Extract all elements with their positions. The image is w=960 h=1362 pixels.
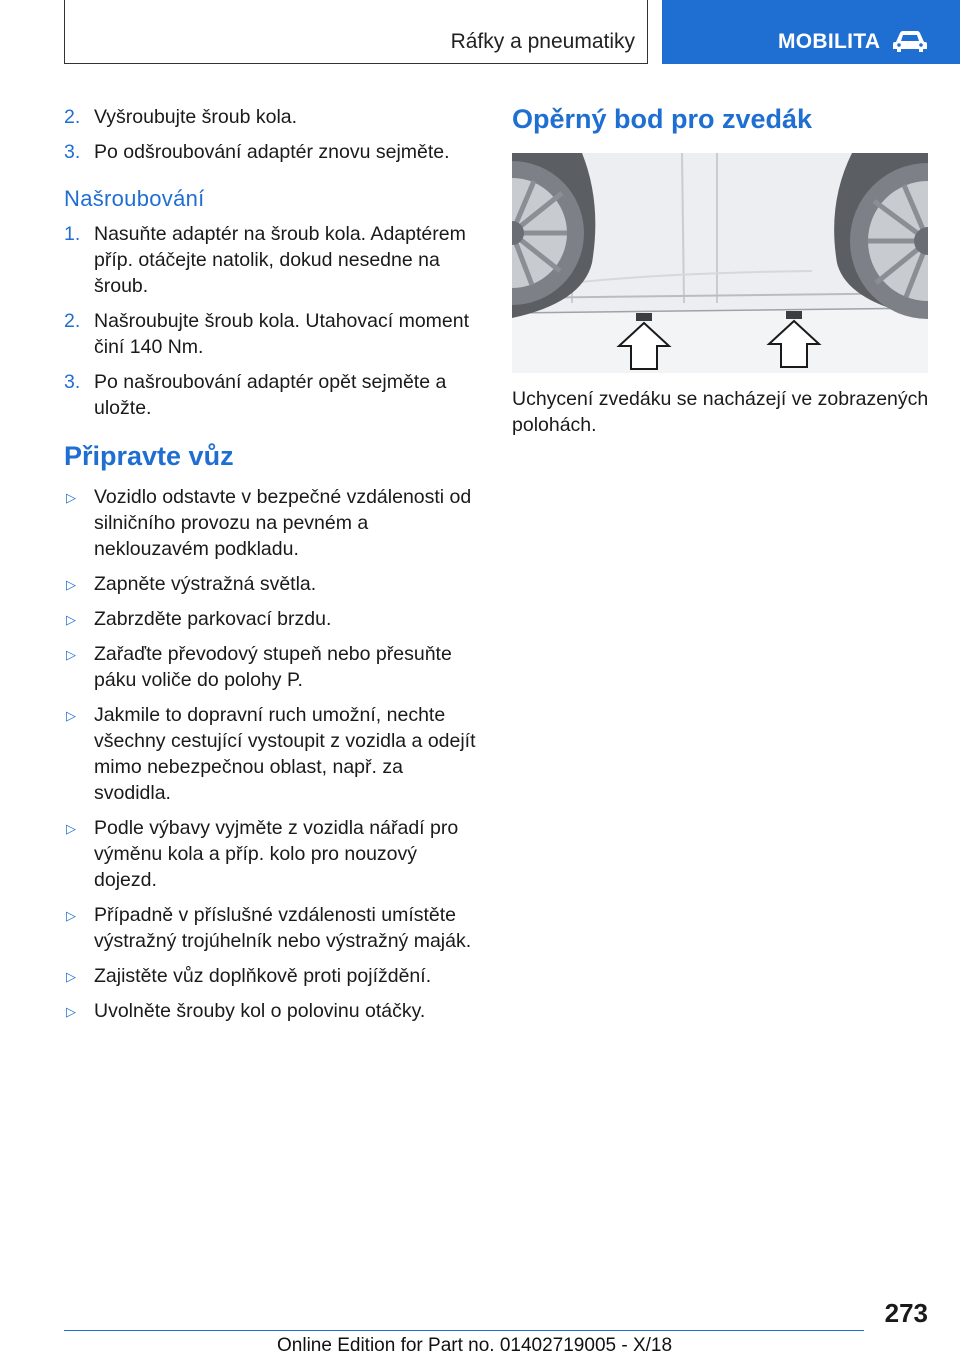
- chapter-title: MOBILITA: [778, 30, 881, 53]
- step-text: Vyšroubujte šroub kola.: [94, 106, 298, 128]
- step-text: Po odšroubování adaptér znovu sejměte.: [94, 141, 450, 163]
- list-item: [64, 139, 484, 165]
- bullet-text: Uvolněte šrouby kol o polovinu otáčky.: [94, 1000, 426, 1022]
- bullet-text: Podle výbavy vyjměte z vozidla nářadí pro výměnu kola a příp. kolo pro nouzový dojezd.: [94, 817, 459, 891]
- jack-point-illustration: [512, 153, 928, 373]
- bullet-triangle-icon: ▷: [66, 490, 76, 505]
- step-number: 2.: [64, 106, 81, 128]
- footer-divider: [64, 1330, 864, 1331]
- bullet-text: Případně v příslušné vzdálenosti umístěte výstražný trojúhelník nebo výstražný maják.: [94, 904, 472, 952]
- bullet-text: Jakmile to dopravní ruch umožní, nechte všechny cestující vystoupit z vozidla a odejít mimo nebezpečnou oblast, např. za svodidla.: [94, 704, 476, 804]
- bullet-text: Zařaďte převodový stupeň nebo přesuňte páku voliče do polohy P.: [94, 643, 452, 691]
- bullet-triangle-icon: ▷: [66, 821, 76, 836]
- step-text: Nasuňte adaptér na šroub kola. Adaptérem příp. otáčejte natolik, dokud nesedne na šroub.: [94, 223, 466, 297]
- page-number: 273: [884, 1298, 928, 1328]
- subheading-screwing: Našroubování: [64, 186, 205, 211]
- chapter-tab: [662, 0, 960, 64]
- bullet-triangle-icon: ▷: [66, 908, 76, 923]
- list-item: [64, 606, 484, 632]
- bullet-text: Zabrzděte parkovací brzdu.: [94, 608, 332, 630]
- preparation-bullets: [64, 484, 484, 1024]
- list-item: [64, 963, 484, 989]
- section-title: Ráfky a pneumatiky: [450, 30, 635, 53]
- bullet-triangle-icon: ▷: [66, 612, 76, 627]
- steps-list-removal: [64, 104, 484, 165]
- bullet-text: Vozidlo odstavte v bezpečné vzdálenosti od silničního provozu na pevném a neklouzavém podkladu.: [94, 486, 472, 560]
- list-item: [64, 902, 484, 954]
- section-heading-jack-point: Opěrný bod pro zvedák: [512, 104, 813, 134]
- list-item: [64, 815, 484, 893]
- bullet-text: Zapněte výstražná světla.: [94, 573, 317, 595]
- list-item: [64, 308, 484, 360]
- step-number: 1.: [64, 223, 81, 245]
- list-item: [64, 484, 484, 562]
- step-text: Našroubujte šroub kola. Utahovací moment činí 140 Nm.: [94, 310, 470, 358]
- steps-list-screwing: [64, 221, 484, 421]
- bullet-triangle-icon: ▷: [66, 577, 76, 592]
- footer-edition: Online Edition for Part no. 01402719005 - X/18: [277, 1335, 673, 1356]
- list-item: [64, 104, 484, 130]
- step-number: 3.: [64, 141, 81, 163]
- list-item: [64, 641, 484, 693]
- figure-caption: Uchycení zvedáku se nacházejí ve zobrazených polohách.: [512, 388, 929, 436]
- step-text: Po našroubování adaptér opět sejměte a uložte.: [94, 371, 447, 419]
- list-item: [64, 998, 484, 1024]
- bullet-triangle-icon: ▷: [66, 1004, 76, 1019]
- list-item: [64, 369, 484, 421]
- bullet-triangle-icon: ▷: [66, 708, 76, 723]
- car-side-drawing: [512, 153, 928, 373]
- step-number: 2.: [64, 310, 81, 332]
- left-column: [64, 104, 484, 1033]
- step-number: 3.: [64, 371, 81, 393]
- bullet-triangle-icon: ▷: [66, 969, 76, 984]
- section-heading-prepare: Připravte vůz: [64, 441, 234, 471]
- bullet-triangle-icon: ▷: [66, 647, 76, 662]
- list-item: [64, 221, 484, 299]
- header-section-box: [64, 0, 648, 64]
- list-item: [64, 571, 484, 597]
- bullet-text: Zajistěte vůz doplňkově proti pojíždění.: [94, 965, 432, 987]
- right-column: [512, 104, 932, 458]
- list-item: [64, 702, 484, 806]
- car-icon: [892, 26, 928, 54]
